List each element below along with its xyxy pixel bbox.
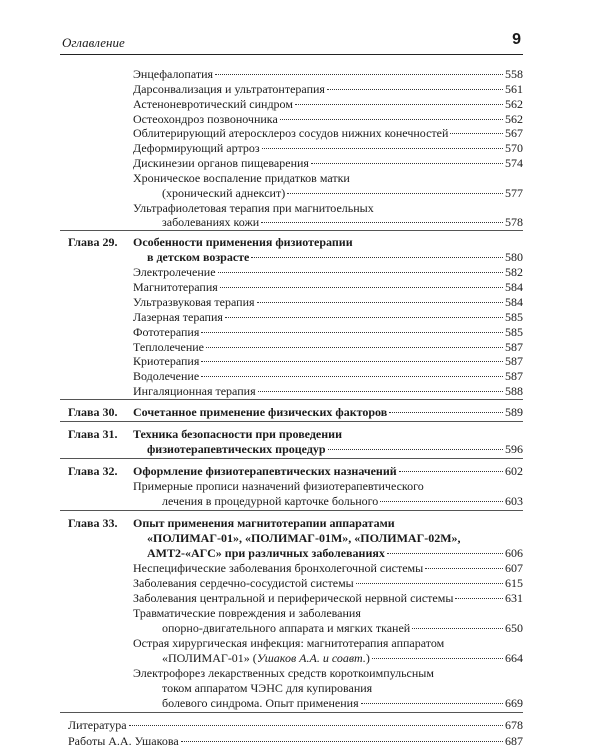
toc-entry: Остеохондроз позвоночника 562	[133, 112, 523, 126]
header-title: Оглавление	[62, 35, 125, 50]
toc-entry: лечения в процедурной карточке больного 603	[162, 494, 523, 508]
chapter-title-line: Особенности применения физиотерапии	[133, 235, 353, 249]
toc-entry: Криотерапия 587	[133, 354, 523, 368]
divider	[60, 399, 523, 400]
toc-entry: физиотерапевтических процедур 596	[147, 442, 523, 456]
toc-entry: Фототерапия 585	[133, 325, 523, 339]
chapter-number: Глава 30.	[68, 405, 118, 419]
toc-entry: «ПОЛИМАГ-01» (Ушаков А.А. и соавт.) 664	[162, 651, 523, 665]
chapter-number: Глава 33.	[68, 516, 118, 530]
toc-entry: Облитерирующий атеросклероз сосудов нижних конечностей 567	[133, 126, 523, 140]
toc-entry: болевого синдрома. Опыт применения 669	[162, 696, 523, 710]
toc-entry: Астеноневротический синдром 562	[133, 97, 523, 111]
toc-entry: АМТ2-«АГС» при различных заболеваниях 606	[147, 546, 523, 560]
toc-entry: Неспецифические заболевания бронхолегочной системы 607	[133, 561, 523, 575]
toc-entry: Заболевания сердечно-сосудистой системы 615	[133, 576, 523, 590]
toc-entry: Лазерная терапия 585	[133, 310, 523, 324]
toc-entry: Энцефалопатия 558	[133, 67, 523, 81]
divider	[60, 230, 523, 231]
toc-entry-line: Примерные прописи назначений физиотерапевтического	[133, 479, 424, 493]
chapter-title-line: Опыт применения магнитотерапии аппаратами	[133, 516, 395, 530]
toc-entry: Сочетанное применение физических факторов 589	[133, 405, 523, 419]
chapter-number: Глава 29.	[68, 235, 118, 249]
toc-entry: Магнитотерапия 584	[133, 280, 523, 294]
toc-entry-line: Острая хирургическая инфекция: магнитотерапия аппаратом	[133, 636, 445, 650]
divider	[60, 510, 523, 511]
chapter-title-line: «ПОЛИМАГ-01», «ПОЛИМАГ-01М», «ПОЛИМАГ-02М»,	[147, 531, 461, 545]
toc-entry: Водолечение 587	[133, 369, 523, 383]
toc-entry: в детском возрасте 580	[147, 250, 523, 264]
toc-entry: Заболевания центральной и периферической нервной системы 631	[133, 591, 523, 605]
toc-entry: Ингаляционная терапия 588	[133, 384, 523, 398]
toc-entry-line: Ультрафиолетовая терапия при магнитоельных	[133, 201, 374, 215]
toc-entry: Дарсонвализация и ультратонтерапия 561	[133, 82, 523, 96]
page-number: 9	[512, 31, 521, 48]
chapter-title-line: Техника безопасности при проведении	[133, 427, 342, 441]
toc-entry-line: Хроническое воспаление придатков матки	[133, 171, 350, 185]
divider	[60, 421, 523, 422]
chapter-number: Глава 32.	[68, 464, 118, 478]
toc-entry: Оформление физиотерапевтических назначений 602	[133, 464, 523, 478]
toc-entry-line: током аппаратом ЧЭНС для купирования	[162, 681, 373, 695]
toc-entry-works: Работы А.А. Ушакова 687	[68, 734, 523, 748]
toc-entry-line: Электрофорез лекарственных средств короткоимпульсным	[133, 666, 434, 680]
toc-entry: опорно-двигательного аппарата и мягких тканей 650	[162, 621, 523, 635]
divider	[60, 458, 523, 459]
toc-entry-literature: Литература 678	[68, 718, 523, 732]
toc-entry: Электролечение 582	[133, 265, 523, 279]
toc-entry: Ультразвуковая терапия 584	[133, 295, 523, 309]
toc-entry: Деформирующий артроз 570	[133, 141, 523, 155]
toc-entry: (хронический аднексит) 577	[162, 186, 523, 200]
chapter-number: Глава 31.	[68, 427, 118, 441]
divider	[60, 712, 523, 713]
toc-entry: Дискинезии органов пищеварения 574	[133, 156, 523, 170]
toc-entry-line: Травматические повреждения и заболевания	[133, 606, 361, 620]
toc-entry: заболеваниях кожи 578	[162, 215, 523, 229]
toc-entry: Теплолечение 587	[133, 340, 523, 354]
